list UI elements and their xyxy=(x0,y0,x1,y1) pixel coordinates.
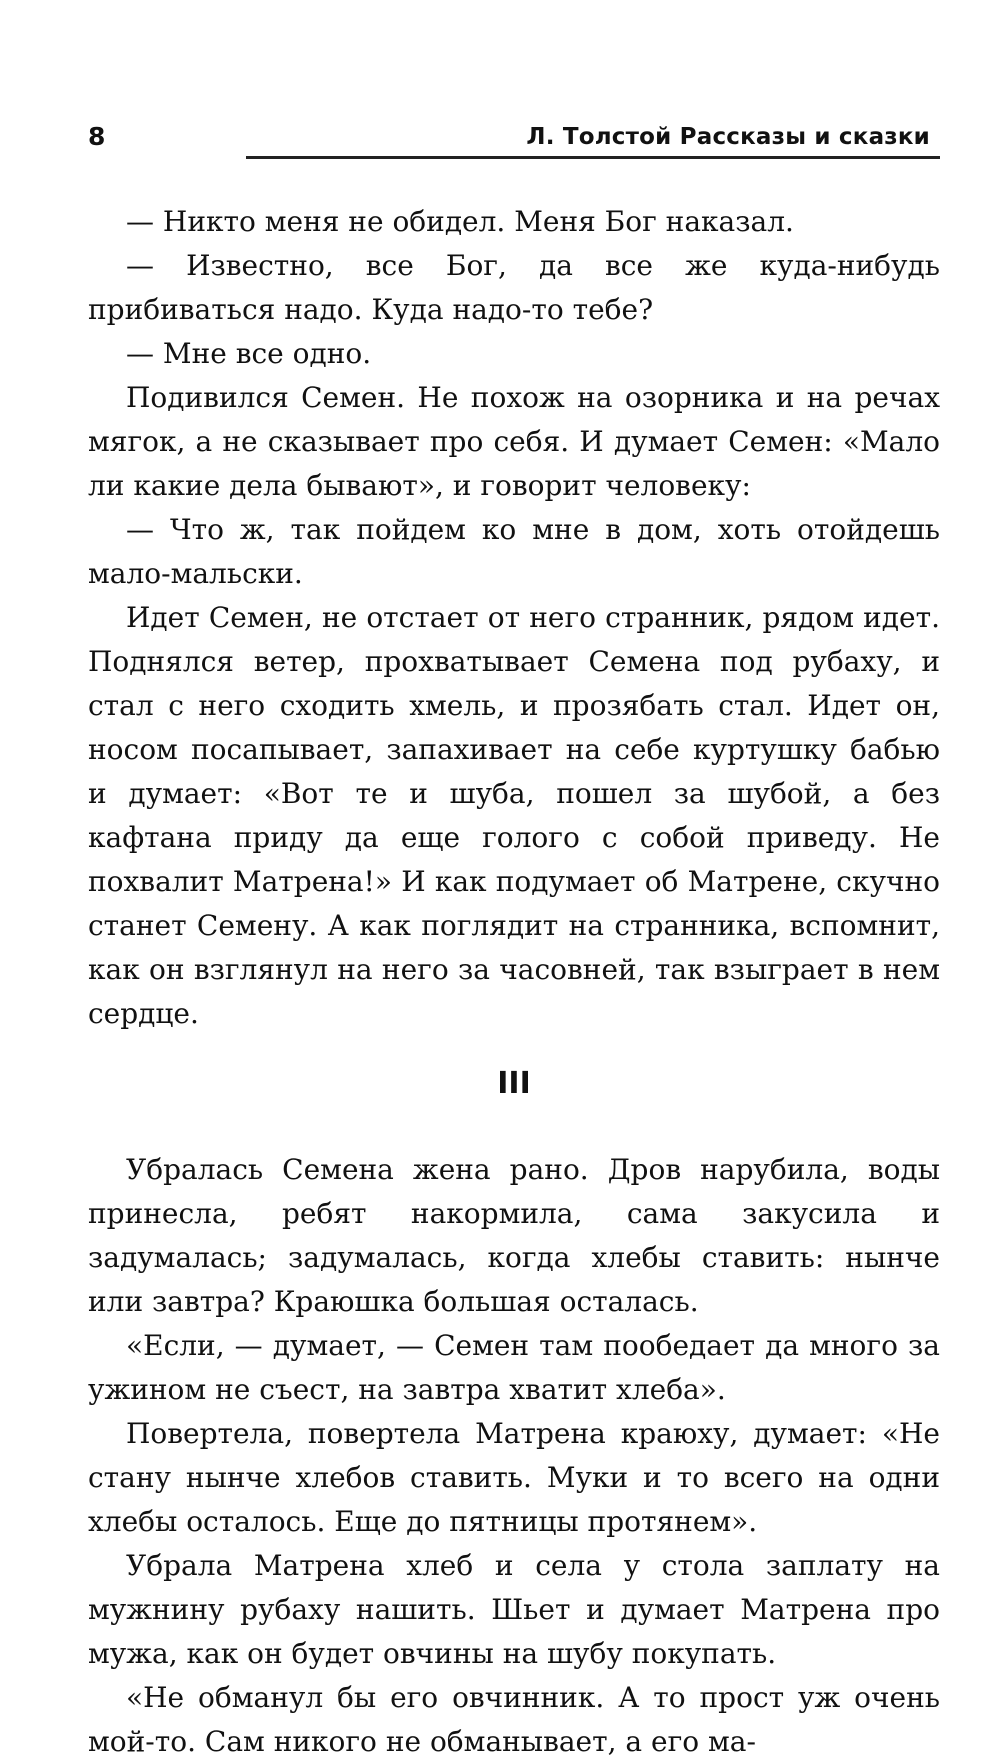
paragraph: — Никто меня не обидел. Меня Бог наказал. xyxy=(126,205,794,238)
paragraph: — Известно, все Бог, да все же куда-нибудь прибиваться надо. Куда надо-то тебе? xyxy=(88,249,940,326)
body-text xyxy=(88,200,940,1764)
paragraph: Подивился Семен. Не похож на озорника и на речах мягок, а не сказывает про себя. И думает Семен: «Мало ли какие дела бывают», и говорит человеку: xyxy=(88,381,940,502)
header-rule xyxy=(246,156,940,159)
running-head xyxy=(88,112,930,162)
paragraph: Убралась Семена жена рано. Дров нарубила, воды принесла, ребят накормила, сама закусила и задумалась; задумалась, когда хлебы ставить: нынче или завтра? Краюшка большая осталась. xyxy=(88,1153,940,1318)
paragraph: «Не обманул бы его овчинник. А то прост уж очень мой-то. Сам никого не обманывает, а его ма- xyxy=(88,1681,940,1758)
paragraph: Убрала Матрена хлеб и села у стола заплату на мужнину рубаху нашить. Шьет и думает Матрена про мужа, как он будет овчины на шубу покупать. xyxy=(88,1549,940,1670)
paragraph: — Что ж, так пойдем ко мне в дом, хоть отойдешь мало-мальски. xyxy=(88,513,940,590)
paragraph: — Мне все одно. xyxy=(126,337,372,370)
paragraph: «Если, — думает, — Семен там пообедает да много за ужином не съест, на завтра хватит хлеба». xyxy=(88,1329,940,1406)
header-title: Л. Толстой Рассказы и сказки xyxy=(526,124,930,150)
paragraph: Идет Семен, не отстает от него странник, рядом идет. Поднялся ветер, прохватывает Семена под рубаху, и стал с него сходить хмель, и прозябать стал. Идет он, носом посапывает, запахивает на себе куртушку бабью и думает: «Вот те и шуба, пошел за шубой, а без кафтана приду да еще голого с собой приведу. Не похвалит Матрена!» И как подумает об Матрене, скучно станет Семену. А как поглядит на странника, вспомнит, как он взглянул на него за часовней, так взыграет в нем сердце. xyxy=(88,601,940,1030)
page-number: 8 xyxy=(88,122,106,151)
chapter-heading: III xyxy=(497,1066,531,1101)
paragraph: Повертела, повертела Матрена краюху, думает: «Не стану нынче хлебов ставить. Муки и то всего на одни хлебы осталось. Еще до пятницы протянем». xyxy=(88,1417,940,1538)
